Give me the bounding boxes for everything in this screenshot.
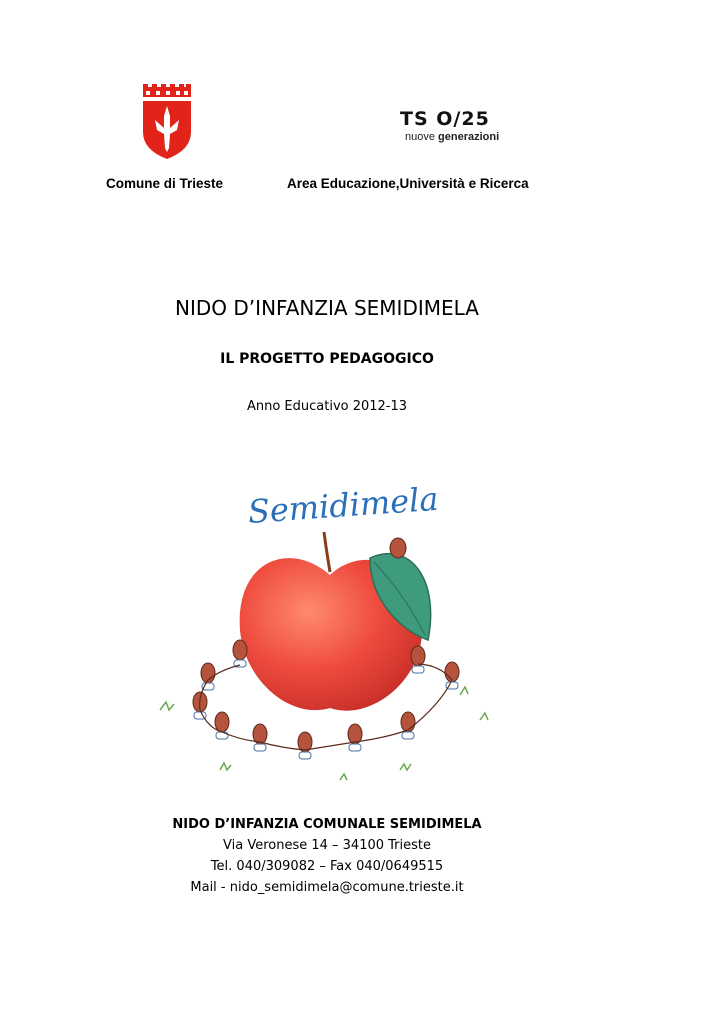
ts-logo-main: TS O/25: [400, 108, 490, 130]
semidimela-apple-illustration: [140, 470, 510, 790]
school-year: Anno Educativo 2012-13: [246, 399, 408, 414]
header-comune: Comune di Trieste: [106, 176, 224, 191]
page-subtitle: IL PROGETTO PEDAGOGICO: [220, 351, 434, 367]
footer-contacts: [0, 814, 654, 898]
footer-mail: Mail - nido_semidimela@comune.trieste.it: [190, 880, 464, 895]
semidimela-wordmark: Semidimela: [246, 479, 440, 531]
footer-address: Via Veronese 14 – 34100 Trieste: [223, 838, 431, 853]
footer-name: NIDO D’INFANZIA COMUNALE SEMIDIMELA: [172, 817, 482, 832]
ts-logo-sub: nuove generazioni: [405, 131, 500, 143]
header-area: Area Educazione,Università e Ricerca: [287, 176, 529, 191]
trieste-crest-logo: [140, 84, 194, 160]
page-title: NIDO D’INFANZIA SEMIDIMELA: [175, 296, 479, 320]
ts-025-logo: [397, 108, 527, 148]
footer-phone: Tel. 040/309082 – Fax 040/0649515: [210, 859, 444, 874]
